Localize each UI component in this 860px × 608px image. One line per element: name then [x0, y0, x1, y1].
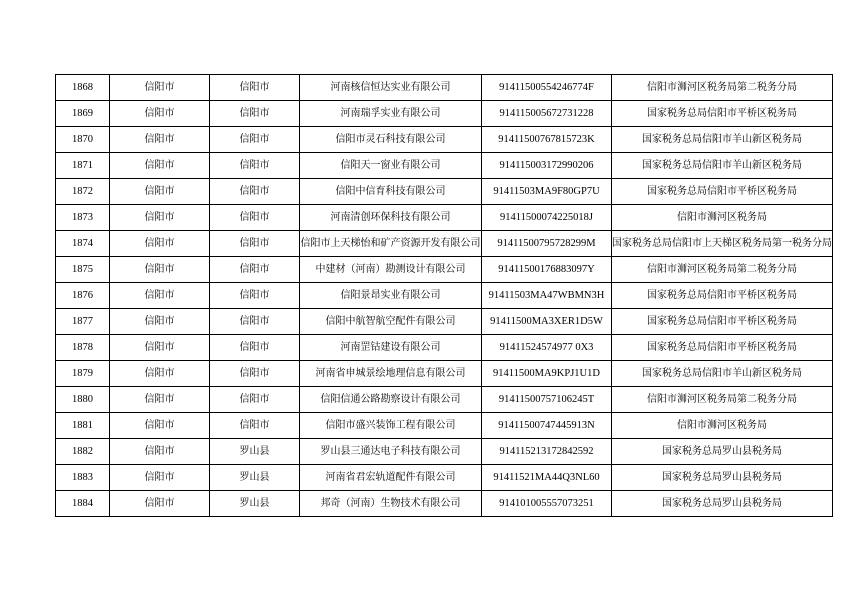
company-name-cell: 河南省申城景绘地理信息有限公司 — [300, 361, 482, 387]
city-cell: 信阳市 — [110, 75, 210, 101]
county-cell: 信阳市 — [210, 413, 300, 439]
company-name-cell: 信阳市上天梯怡和矿产资源开发有限公司 — [300, 231, 482, 257]
table-row — [56, 101, 833, 127]
row-number-cell: 1883 — [56, 465, 110, 491]
table-body — [56, 75, 833, 517]
county-cell: 信阳市 — [210, 283, 300, 309]
table-row — [56, 153, 833, 179]
table-row — [56, 387, 833, 413]
tax-office-cell: 信阳市浉河区税务局第二税务分局 — [612, 75, 833, 101]
company-name-cell: 河南核信恒达实业有限公司 — [300, 75, 482, 101]
county-cell: 信阳市 — [210, 231, 300, 257]
row-number-cell: 1878 — [56, 335, 110, 361]
row-number-cell: 1880 — [56, 387, 110, 413]
row-number-cell: 1881 — [56, 413, 110, 439]
row-number-cell: 1871 — [56, 153, 110, 179]
row-number-cell: 1879 — [56, 361, 110, 387]
city-cell: 信阳市 — [110, 231, 210, 257]
credit-code-cell: 91411500757106245T — [482, 387, 612, 413]
tax-office-cell: 国家税务总局信阳市羊山新区税务局 — [612, 127, 833, 153]
row-number-cell: 1873 — [56, 205, 110, 231]
row-number-cell: 1882 — [56, 439, 110, 465]
county-cell: 信阳市 — [210, 361, 300, 387]
county-cell: 信阳市 — [210, 127, 300, 153]
tax-office-cell: 国家税务总局罗山县税务局 — [612, 491, 833, 517]
table-row — [56, 413, 833, 439]
company-name-cell: 信阳信通公路勘察设计有限公司 — [300, 387, 482, 413]
city-cell: 信阳市 — [110, 413, 210, 439]
row-number-cell: 1870 — [56, 127, 110, 153]
credit-code-cell: 91411521MA44Q3NL60 — [482, 465, 612, 491]
tax-office-cell: 国家税务总局信阳市平桥区税务局 — [612, 335, 833, 361]
tax-office-cell: 信阳市浉河区税务局 — [612, 413, 833, 439]
county-cell: 信阳市 — [210, 257, 300, 283]
credit-code-cell: 91411500074225018J — [482, 205, 612, 231]
tax-office-cell: 国家税务总局信阳市平桥区税务局 — [612, 179, 833, 205]
county-cell: 信阳市 — [210, 205, 300, 231]
city-cell: 信阳市 — [110, 387, 210, 413]
county-cell: 信阳市 — [210, 335, 300, 361]
credit-code-cell: 91411524574977 0X3 — [482, 335, 612, 361]
city-cell: 信阳市 — [110, 491, 210, 517]
row-number-cell: 1872 — [56, 179, 110, 205]
tax-office-cell: 国家税务总局信阳市羊山新区税务局 — [612, 153, 833, 179]
credit-code-cell: 91411500795728299M — [482, 231, 612, 257]
table-row — [56, 309, 833, 335]
credit-code-cell: 91411500554246774F — [482, 75, 612, 101]
table-row — [56, 361, 833, 387]
county-cell: 信阳市 — [210, 179, 300, 205]
city-cell: 信阳市 — [110, 335, 210, 361]
row-number-cell: 1875 — [56, 257, 110, 283]
table-row — [56, 75, 833, 101]
city-cell: 信阳市 — [110, 439, 210, 465]
county-cell: 罗山县 — [210, 491, 300, 517]
county-cell: 信阳市 — [210, 75, 300, 101]
company-name-cell: 信阳中航智航空配件有限公司 — [300, 309, 482, 335]
city-cell: 信阳市 — [110, 465, 210, 491]
row-number-cell: 1869 — [56, 101, 110, 127]
company-name-cell: 河南瑞孚实业有限公司 — [300, 101, 482, 127]
table-row — [56, 491, 833, 517]
row-number-cell: 1868 — [56, 75, 110, 101]
table-row — [56, 439, 833, 465]
table-row — [56, 465, 833, 491]
taxpayer-table — [55, 74, 833, 517]
row-number-cell: 1877 — [56, 309, 110, 335]
credit-code-cell: 91411503MA47WBMN3H — [482, 283, 612, 309]
company-name-cell: 信阳天一窗业有限公司 — [300, 153, 482, 179]
tax-office-cell: 信阳市浉河区税务局 — [612, 205, 833, 231]
credit-code-cell: 91411500767815723K — [482, 127, 612, 153]
company-name-cell: 中建材（河南）勘测设计有限公司 — [300, 257, 482, 283]
company-name-cell: 河南罡钴建设有限公司 — [300, 335, 482, 361]
company-name-cell: 信阳中信育科技有限公司 — [300, 179, 482, 205]
county-cell: 信阳市 — [210, 309, 300, 335]
city-cell: 信阳市 — [110, 361, 210, 387]
tax-office-cell: 国家税务总局信阳市上天梯区税务局第一税务分局 — [612, 231, 833, 257]
company-name-cell: 信阳市灵石科技有限公司 — [300, 127, 482, 153]
county-cell: 信阳市 — [210, 101, 300, 127]
table-row — [56, 127, 833, 153]
county-cell: 罗山县 — [210, 439, 300, 465]
county-cell: 罗山县 — [210, 465, 300, 491]
company-name-cell: 邦奇（河南）生物技术有限公司 — [300, 491, 482, 517]
credit-code-cell: 91411500MA9KPJ1U1D — [482, 361, 612, 387]
city-cell: 信阳市 — [110, 127, 210, 153]
credit-code-cell: 91411500MA3XER1D5W — [482, 309, 612, 335]
company-name-cell: 河南省君宏轨道配件有限公司 — [300, 465, 482, 491]
county-cell: 信阳市 — [210, 153, 300, 179]
tax-office-cell: 信阳市浉河区税务局第二税务分局 — [612, 387, 833, 413]
row-number-cell: 1884 — [56, 491, 110, 517]
credit-code-cell: 914115213172842592 — [482, 439, 612, 465]
company-name-cell: 罗山县三通达电子科技有限公司 — [300, 439, 482, 465]
table-row — [56, 205, 833, 231]
table-row — [56, 283, 833, 309]
city-cell: 信阳市 — [110, 153, 210, 179]
credit-code-cell: 914101005557073251 — [482, 491, 612, 517]
credit-code-cell: 914115005672731228 — [482, 101, 612, 127]
tax-office-cell: 信阳市浉河区税务局第二税务分局 — [612, 257, 833, 283]
tax-office-cell: 国家税务总局信阳市羊山新区税务局 — [612, 361, 833, 387]
tax-office-cell: 国家税务总局信阳市平桥区税务局 — [612, 101, 833, 127]
city-cell: 信阳市 — [110, 101, 210, 127]
credit-code-cell: 91411500176883097Y — [482, 257, 612, 283]
credit-code-cell: 914115003172990206 — [482, 153, 612, 179]
table-row — [56, 179, 833, 205]
table-row — [56, 231, 833, 257]
table-row — [56, 335, 833, 361]
credit-code-cell: 91411500747445913N — [482, 413, 612, 439]
tax-office-cell: 国家税务总局罗山县税务局 — [612, 439, 833, 465]
row-number-cell: 1876 — [56, 283, 110, 309]
tax-office-cell: 国家税务总局信阳市平桥区税务局 — [612, 309, 833, 335]
company-name-cell: 信阳景昂实业有限公司 — [300, 283, 482, 309]
city-cell: 信阳市 — [110, 179, 210, 205]
city-cell: 信阳市 — [110, 309, 210, 335]
company-name-cell: 信阳市盛兴装饰工程有限公司 — [300, 413, 482, 439]
city-cell: 信阳市 — [110, 257, 210, 283]
city-cell: 信阳市 — [110, 283, 210, 309]
company-name-cell: 河南清创环保科技有限公司 — [300, 205, 482, 231]
city-cell: 信阳市 — [110, 205, 210, 231]
tax-office-cell: 国家税务总局信阳市平桥区税务局 — [612, 283, 833, 309]
county-cell: 信阳市 — [210, 387, 300, 413]
credit-code-cell: 91411503MA9F80GP7U — [482, 179, 612, 205]
row-number-cell: 1874 — [56, 231, 110, 257]
tax-office-cell: 国家税务总局罗山县税务局 — [612, 465, 833, 491]
table-row — [56, 257, 833, 283]
